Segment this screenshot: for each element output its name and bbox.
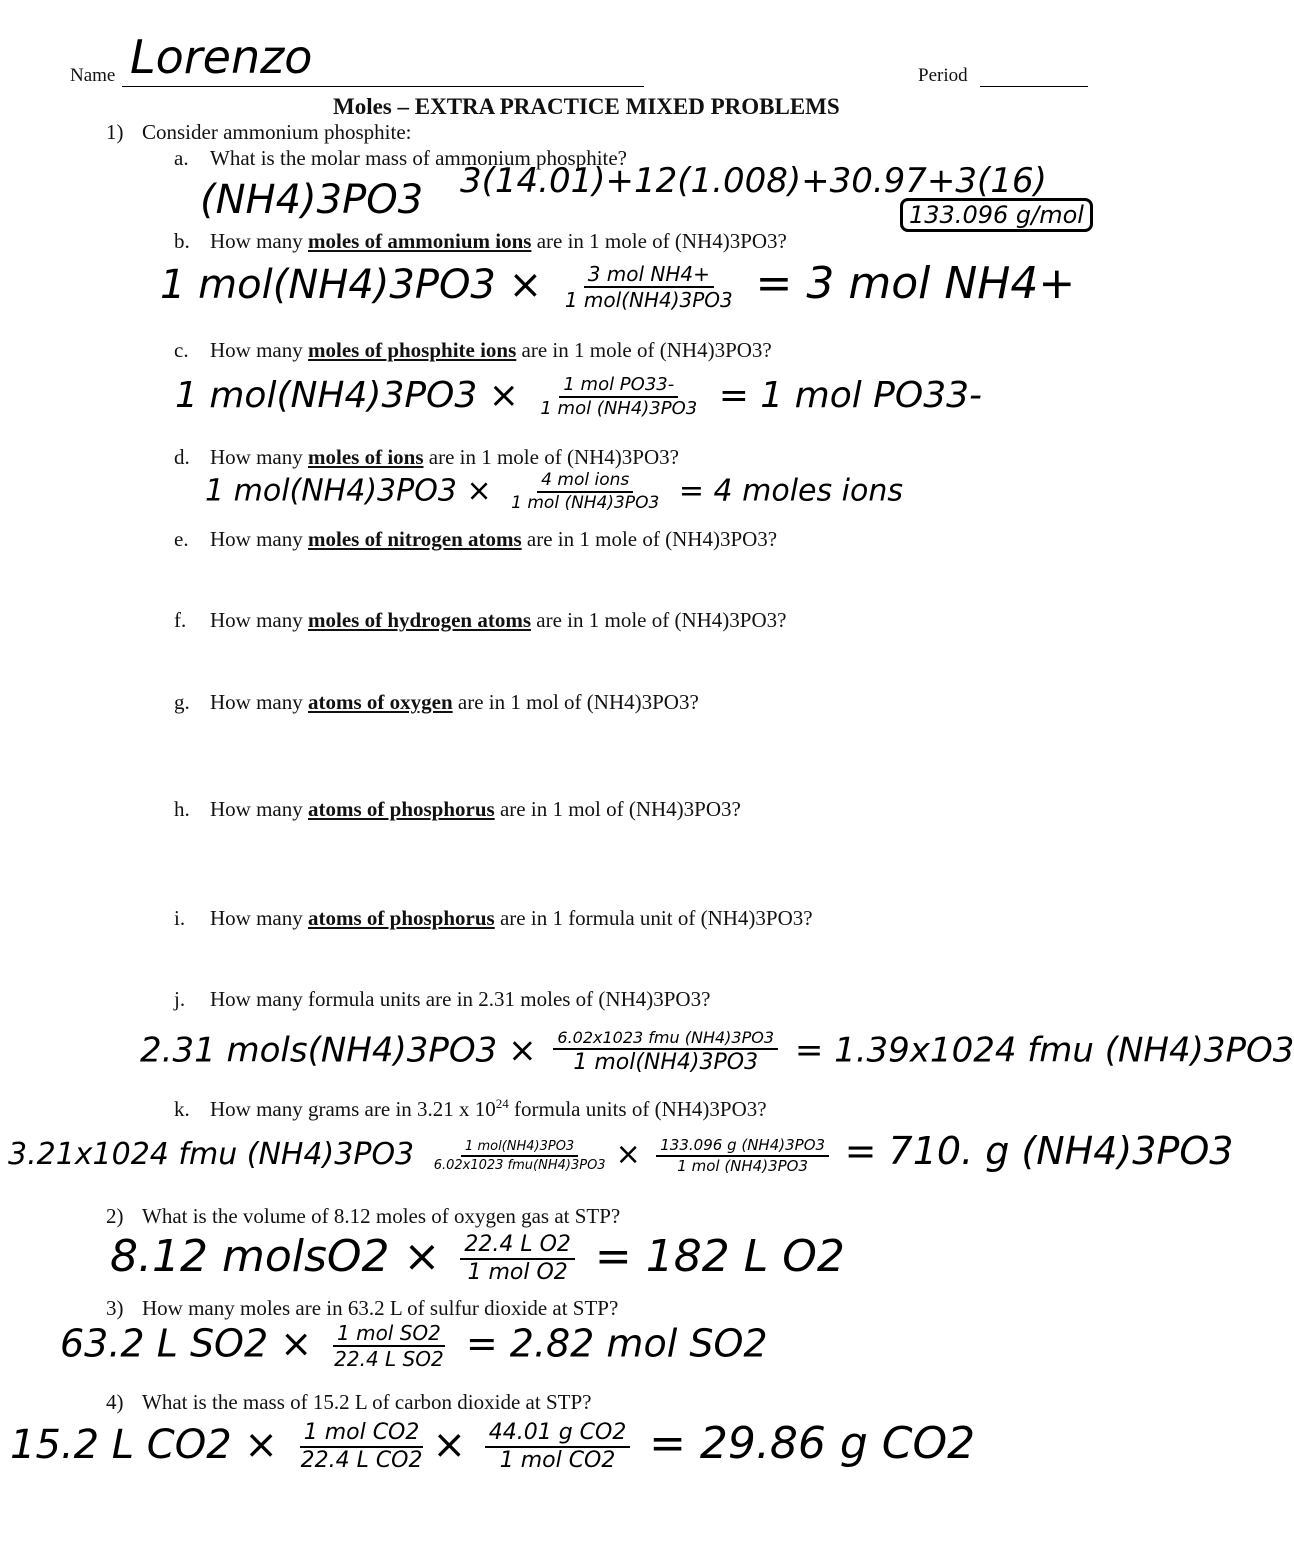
- work-d: 1 mol(NH4)3PO3 × $\frac{\text{4 mol ions}}{\text{1 mol (NH4)3PO3}}$ = 4 moles ions: [205, 470, 904, 513]
- work-q4: 15.2 L CO2 × $\frac{\text{1 mol CO2}}{\text{22.4 L CO2}}$ × $\frac{\text{44.01 g CO2}}{\text{1 mol CO2}}$ = 29.86 g CO2: [10, 1418, 976, 1473]
- part-label: j.: [174, 987, 186, 1011]
- question-1a: a. What is the molar mass of ammonium phosphite?: [174, 146, 628, 170]
- work-a-formula: (NH4)3PO3: [200, 177, 424, 223]
- work-a-answer: 133.096 g/mol: [900, 198, 1093, 232]
- work-a-calc: 3(14.01)+12(1.008)+30.97+3(16): [460, 161, 1047, 201]
- question-1i: i. How many atoms of phosphorus are in 1 formula unit of (NH4)3PO3?: [174, 906, 813, 930]
- part-label: h.: [174, 797, 190, 821]
- question-1c: c. How many moles of phosphite ions are in 1 mole of (NH4)3PO3?: [174, 338, 772, 362]
- question-1j: j. How many formula units are in 2.31 moles of (NH4)3PO3?: [174, 987, 711, 1011]
- question-1f: f. How many moles of hydrogen atoms are in 1 mole of (NH4)3PO3?: [174, 608, 787, 632]
- part-label: a.: [174, 146, 189, 170]
- work-j: 2.31 mols(NH4)3PO3 × $\frac{\text{6.02x1023 fmu (NH4)3PO3}}{\text{1 mol(NH4)3PO3}}$ = 1.39x1024 fmu (NH4)3PO3: [140, 1028, 1294, 1075]
- period-line: [980, 86, 1088, 87]
- work-q3: 63.2 L SO2 × $\frac{\text{1 mol SO2}}{\text{22.4 L SO2}}$ = 2.82 mol SO2: [60, 1321, 768, 1371]
- question-1b: b. How many moles of ammonium ions are in 1 mole of (NH4)3PO3?: [174, 229, 787, 253]
- question-1d: d. How many moles of ions are in 1 mole of (NH4)3PO3?: [174, 445, 679, 469]
- work-q2: 8.12 molsO2 × $\frac{\text{22.4 L O2}}{\text{1 mol O2}}$ = 182 L O2: [110, 1231, 845, 1285]
- name-label: Name: [70, 65, 116, 86]
- part-label: g.: [174, 690, 190, 714]
- question-1h: h. How many atoms of phosphorus are in 1 mol of (NH4)3PO3?: [174, 797, 741, 821]
- period-label: Period: [918, 65, 968, 86]
- question-1: 1) Consider ammonium phosphite:: [106, 120, 412, 144]
- part-label: f.: [174, 608, 187, 632]
- question-4: 4) What is the mass of 15.2 L of carbon dioxide at STP?: [106, 1390, 592, 1414]
- part-label: b.: [174, 229, 190, 253]
- work-b: 1 mol(NH4)3PO3 × $\frac{\text{3 mol NH4+}}{\text{1 mol(NH4)3PO3}}$ = 3 mol NH4+: [160, 258, 1076, 312]
- question-1e: e. How many moles of nitrogen atoms are in 1 mole of (NH4)3PO3?: [174, 527, 778, 551]
- work-k: 3.21x1024 fmu (NH4)3PO3 $\frac{\text{1 mol(NH4)3PO3}}{\text{6.02x1023 fmu(NH4)3PO3}}$ × $\frac{133.096 g (NH4)3PO3}{\text{1 mol (NH4)3PO3}}$ = 710. g (NH4)3PO3: [8, 1129, 1234, 1175]
- part-label: e.: [174, 527, 189, 551]
- part-label: c.: [174, 338, 189, 362]
- part-label: d.: [174, 445, 190, 469]
- part-label: i.: [174, 906, 186, 930]
- question-1g: g. How many atoms of oxygen are in 1 mol of (NH4)3PO3?: [174, 690, 699, 714]
- student-name: Lorenzo: [130, 30, 313, 84]
- part-label: k.: [174, 1097, 190, 1121]
- question-2: 2) What is the volume of 8.12 moles of oxygen gas at STP?: [106, 1204, 621, 1228]
- question-1k: k. How many grams are in 3.21 x $10^{24}$ formula units of (NH4)3PO3?: [174, 1096, 767, 1121]
- worksheet-title: Moles – EXTRA PRACTICE MIXED PROBLEMS: [333, 94, 840, 119]
- name-line: [122, 86, 644, 87]
- work-c: 1 mol(NH4)3PO3 × $\frac{\text{1 mol PO33-}}{\text{1 mol (NH4)3PO3}}$ = 1 mol PO33-: [175, 374, 983, 419]
- question-3: 3) How many moles are in 63.2 L of sulfur dioxide at STP?: [106, 1296, 619, 1320]
